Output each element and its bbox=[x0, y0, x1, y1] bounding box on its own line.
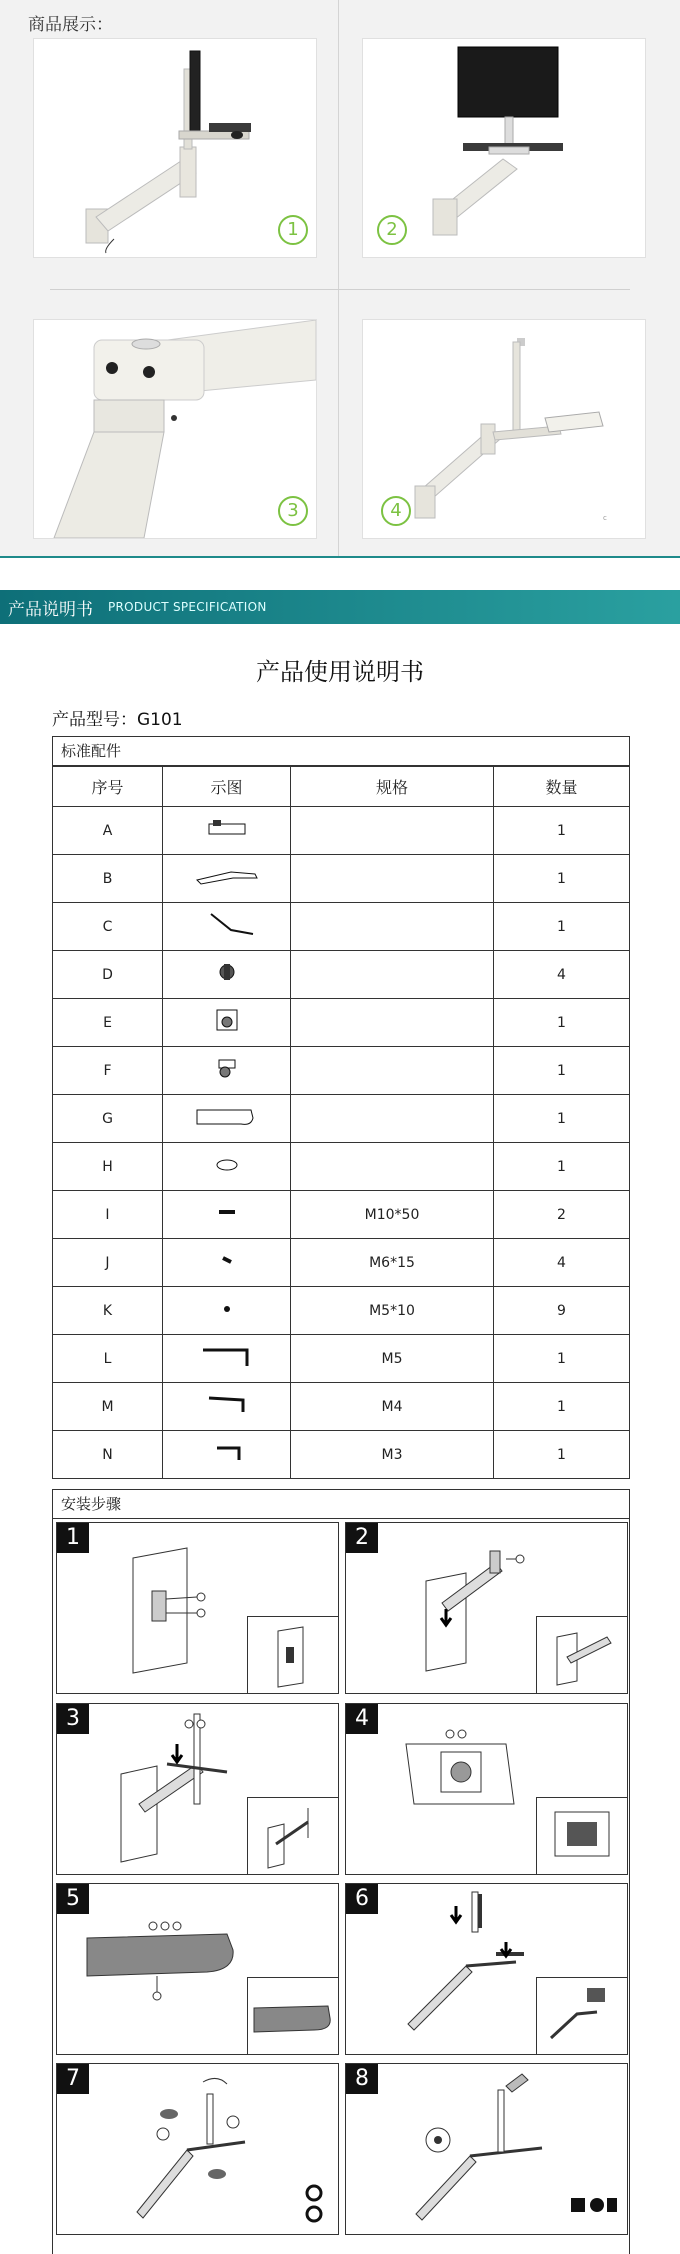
part-spec: M5 bbox=[291, 1335, 494, 1383]
product-photo-1[interactable] bbox=[33, 38, 317, 258]
part-diagram-icon bbox=[191, 1104, 263, 1130]
part-id: L bbox=[53, 1335, 163, 1383]
install-step-8 bbox=[345, 2063, 628, 2235]
table-row bbox=[53, 1047, 629, 1095]
part-id: E bbox=[53, 999, 163, 1047]
part-id: A bbox=[53, 807, 163, 855]
part-diagram-icon bbox=[191, 912, 263, 938]
part-diagram bbox=[163, 1095, 291, 1143]
part-id: H bbox=[53, 1143, 163, 1191]
table-row bbox=[53, 903, 629, 951]
install-step-2 bbox=[345, 1522, 628, 1694]
column-header: 数量 bbox=[494, 767, 630, 807]
part-qty: 1 bbox=[494, 1383, 630, 1431]
part-spec bbox=[291, 903, 494, 951]
table-row bbox=[53, 1431, 629, 1479]
part-diagram bbox=[163, 1383, 291, 1431]
part-diagram-icon bbox=[191, 1248, 263, 1274]
part-spec: M6*15 bbox=[291, 1239, 494, 1287]
part-qty: 1 bbox=[494, 855, 630, 903]
step-number: 4 bbox=[346, 1704, 378, 1734]
gallery-divider-vertical bbox=[338, 0, 339, 556]
part-diagram bbox=[163, 1143, 291, 1191]
step-number: 3 bbox=[57, 1704, 89, 1734]
table-row bbox=[53, 1143, 629, 1191]
part-qty: 1 bbox=[494, 1431, 630, 1479]
part-id: F bbox=[53, 1047, 163, 1095]
tool-icons bbox=[304, 2184, 324, 2224]
product-photo-4[interactable] bbox=[362, 319, 646, 539]
part-diagram bbox=[163, 1287, 291, 1335]
part-diagram-icon bbox=[191, 1200, 263, 1226]
product-gallery bbox=[0, 0, 680, 556]
part-spec: M4 bbox=[291, 1383, 494, 1431]
part-diagram-icon bbox=[191, 864, 263, 890]
part-diagram-icon bbox=[191, 816, 263, 842]
photo-number-badge: 4 bbox=[381, 496, 411, 526]
arm-joint-closeup-illustration bbox=[34, 320, 316, 538]
step-number: 5 bbox=[57, 1884, 89, 1914]
product-photo-3[interactable] bbox=[33, 319, 317, 539]
step-6-detail bbox=[536, 1977, 627, 2054]
install-step-3 bbox=[56, 1703, 339, 1875]
spec-title-cn: 产品说明书 bbox=[8, 600, 93, 620]
part-spec bbox=[291, 855, 494, 903]
part-spec bbox=[291, 951, 494, 999]
part-diagram-icon bbox=[191, 1392, 263, 1418]
part-spec bbox=[291, 1047, 494, 1095]
product-photo-2[interactable] bbox=[362, 38, 646, 258]
table-header-row bbox=[53, 767, 629, 807]
part-id: N bbox=[53, 1431, 163, 1479]
part-diagram-icon bbox=[191, 1008, 263, 1034]
install-step-5 bbox=[56, 1883, 339, 2055]
part-id: D bbox=[53, 951, 163, 999]
part-diagram-icon bbox=[191, 1056, 263, 1082]
part-qty: 1 bbox=[494, 1335, 630, 1383]
part-diagram bbox=[163, 807, 291, 855]
part-qty: 2 bbox=[494, 1191, 630, 1239]
step-number: 7 bbox=[57, 2064, 89, 2094]
part-qty: 4 bbox=[494, 1239, 630, 1287]
table-row bbox=[53, 1335, 629, 1383]
spec-section-header bbox=[0, 590, 680, 624]
part-diagram bbox=[163, 1047, 291, 1095]
part-diagram-icon bbox=[191, 1440, 263, 1466]
step-7-illustration bbox=[57, 2064, 338, 2234]
part-spec bbox=[291, 1095, 494, 1143]
step-1-detail bbox=[247, 1616, 338, 1693]
parts-table-caption: 标准配件 bbox=[53, 737, 629, 766]
table-row bbox=[53, 807, 629, 855]
part-id: G bbox=[53, 1095, 163, 1143]
part-qty: 4 bbox=[494, 951, 630, 999]
table-row bbox=[53, 951, 629, 999]
spec-title-en: PRODUCT SPECIFICATION bbox=[108, 600, 267, 614]
install-step-6 bbox=[345, 1883, 628, 2055]
standard-parts-table bbox=[52, 736, 630, 1479]
part-spec bbox=[291, 807, 494, 855]
table-row bbox=[53, 1095, 629, 1143]
part-diagram bbox=[163, 855, 291, 903]
step-3-detail bbox=[247, 1797, 338, 1874]
install-step-7 bbox=[56, 2063, 339, 2235]
column-header: 规格 bbox=[291, 767, 494, 807]
gallery-divider-horizontal bbox=[50, 289, 630, 290]
part-diagram-icon bbox=[191, 960, 263, 986]
svg-text:c: c bbox=[603, 514, 607, 522]
part-qty: 1 bbox=[494, 807, 630, 855]
part-qty: 1 bbox=[494, 1143, 630, 1191]
part-id: M bbox=[53, 1383, 163, 1431]
column-header: 序号 bbox=[53, 767, 163, 807]
step-2-detail bbox=[536, 1616, 627, 1693]
part-qty: 1 bbox=[494, 999, 630, 1047]
manual-title: 产品使用说明书 bbox=[256, 658, 424, 686]
part-diagram bbox=[163, 1191, 291, 1239]
part-qty: 1 bbox=[494, 1047, 630, 1095]
part-spec: M3 bbox=[291, 1431, 494, 1479]
part-spec: M5*10 bbox=[291, 1287, 494, 1335]
photo-number-badge: 3 bbox=[278, 496, 308, 526]
step-number: 8 bbox=[346, 2064, 378, 2094]
table-row bbox=[53, 999, 629, 1047]
photo-number-badge: 2 bbox=[377, 215, 407, 245]
part-diagram bbox=[163, 1335, 291, 1383]
tool-icons bbox=[571, 2194, 617, 2216]
part-diagram-icon bbox=[191, 1344, 263, 1370]
part-id: I bbox=[53, 1191, 163, 1239]
step-number: 2 bbox=[346, 1523, 378, 1553]
part-diagram bbox=[163, 951, 291, 999]
table-row bbox=[53, 1383, 629, 1431]
table-row bbox=[53, 855, 629, 903]
part-qty: 1 bbox=[494, 903, 630, 951]
part-diagram-icon bbox=[191, 1152, 263, 1178]
monitor-arm-side-illustration bbox=[34, 39, 316, 257]
step-5-detail bbox=[247, 1977, 338, 2054]
gallery-label: 商品展示： bbox=[28, 15, 113, 35]
part-qty: 1 bbox=[494, 1095, 630, 1143]
step-number: 1 bbox=[57, 1523, 89, 1553]
part-diagram bbox=[163, 999, 291, 1047]
photo-number-badge: 1 bbox=[278, 215, 308, 245]
installation-steps bbox=[52, 1489, 630, 2254]
column-header: 示图 bbox=[163, 767, 291, 807]
step-number: 6 bbox=[346, 1884, 378, 1914]
part-id: J bbox=[53, 1239, 163, 1287]
step-4-detail bbox=[536, 1797, 627, 1874]
table-row bbox=[53, 1239, 629, 1287]
part-id: K bbox=[53, 1287, 163, 1335]
install-step-4 bbox=[345, 1703, 628, 1875]
part-diagram-icon bbox=[191, 1296, 263, 1322]
install-step-1 bbox=[56, 1522, 339, 1694]
model-number: 产品型号：G101 bbox=[52, 710, 183, 730]
install-caption: 安装步骤 bbox=[53, 1490, 629, 1519]
part-diagram bbox=[163, 903, 291, 951]
part-id: B bbox=[53, 855, 163, 903]
part-diagram bbox=[163, 1431, 291, 1479]
table-row bbox=[53, 1287, 629, 1335]
table-row bbox=[53, 1191, 629, 1239]
part-spec bbox=[291, 1143, 494, 1191]
section-separator bbox=[0, 556, 680, 558]
part-id: C bbox=[53, 903, 163, 951]
part-spec: M10*50 bbox=[291, 1191, 494, 1239]
part-diagram bbox=[163, 1239, 291, 1287]
part-qty: 9 bbox=[494, 1287, 630, 1335]
part-spec bbox=[291, 999, 494, 1047]
